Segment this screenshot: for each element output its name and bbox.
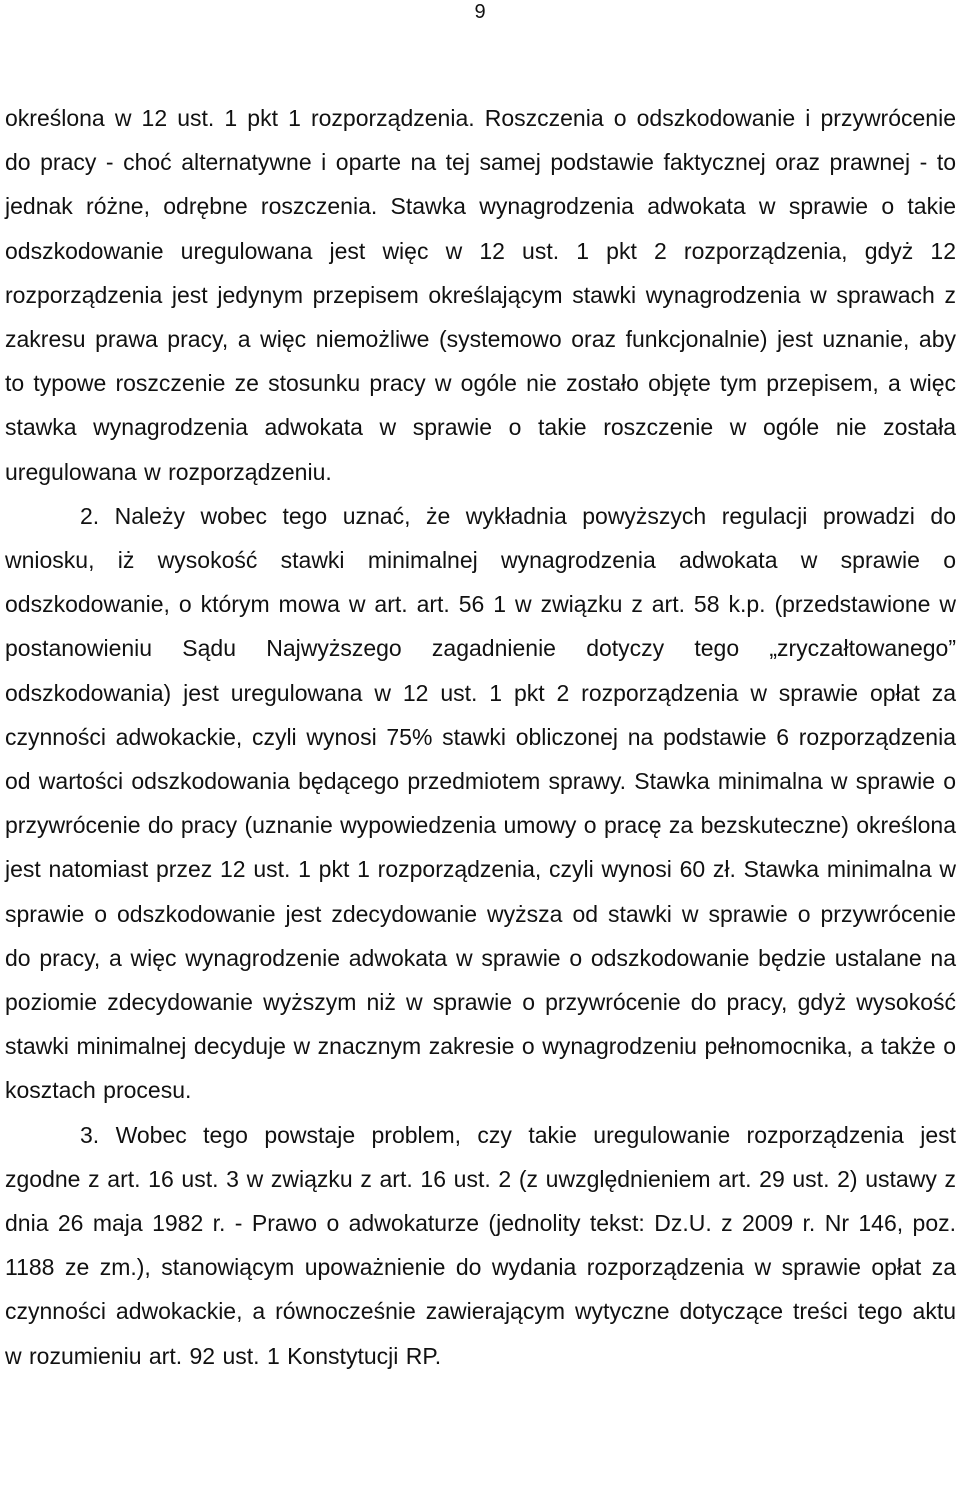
paragraph-3: 3. Wobec tego powstaje problem, czy takie uregulowanie rozporządzenia jest zgodne z art. 16 ust. 3 w związku z art. 16 ust. 2 (z uwzględnieniem art. 29 ust. 2) ustawy z dnia 26 maja 1982 r. - Prawo o adwokaturze (jednolity tekst: Dz.U. z 2009 r. Nr 146, poz. 1188 ze zm.), stanowiącym upoważnienie do wydania rozporządzenia w sprawie opłat za czynności adwokackie, a równocześnie zawierającym wytyczne dotyczące treści tego aktu w rozumieniu art. 92 ust. 1 Konstytucji RP. [5, 1121, 956, 1369]
document-body [5, 96, 956, 1378]
paragraph-2: 2. Należy wobec tego uznać, że wykładnia powyższych regulacji prowadzi do wniosku, iż wysokość stawki minimalnej wynagrodzenia adwokata w sprawie o odszkodowanie, o którym mowa w art. art. 56 1 w związku z art. 58 k.p. (przedstawione w postanowieniu Sądu Najwyższego zagadnienie dotyczy tego „zryczałtowanego” odszkodowania) jest uregulowana w 12 ust. 1 pkt 2 rozporządzenia w sprawie opłat za czynności adwokackie, czyli wynosi 75% stawki obliczonej na podstawie 6 rozporządzenia od wartości odszkodowania będącego przedmiotem sprawy. Stawka minimalna w sprawie o przywrócenie do pracy (uznanie wypowiedzenia umowy o pracę za bezskuteczne) określona jest natomiast przez 12 ust. 1 pkt 1 rozporządzenia, czyli wynosi 60 zł. Stawka minimalna w sprawie o odszkodowanie jest zdecydowanie wyższa od stawki w sprawie o przywrócenie do pracy, a więc wynagrodzenie adwokata w sprawie o odszkodowanie będzie ustalane na poziomie zdecydowanie wyższym niż w sprawie o przywrócenie do pracy, gdyż wysokość stawki minimalnej decyduje w znacznym zakresie o wynagrodzeniu pełnomocnika, a także o kosztach procesu. [5, 502, 956, 1104]
paragraph-continuation: określona w 12 ust. 1 pkt 1 rozporządzenia. Roszczenia o odszkodowanie i przywrócenie do pracy - choć alternatywne i oparte na tej samej podstawie faktycznej oraz prawnej - to jednak różne, odrębne roszczenia. Stawka wynagrodzenia adwokata w sprawie o takie odszkodowanie uregulowana jest więc w 12 ust. 1 pkt 2 rozporządzenia, gdyż 12 rozporządzenia jest jedynym przepisem określającym stawki wynagrodzenia w sprawach z zakresu prawa pracy, a więc niemożliwe (systemowo oraz funkcjonalnie) jest uznanie, aby to typowe roszczenie ze stosunku pracy w ogóle nie zostało objęte tym przepisem, a więc stawka wynagrodzenia adwokata w sprawie o takie roszczenie w ogóle nie została uregulowana w rozporządzeniu. [5, 105, 956, 485]
page-number: 9 [474, 1, 486, 23]
